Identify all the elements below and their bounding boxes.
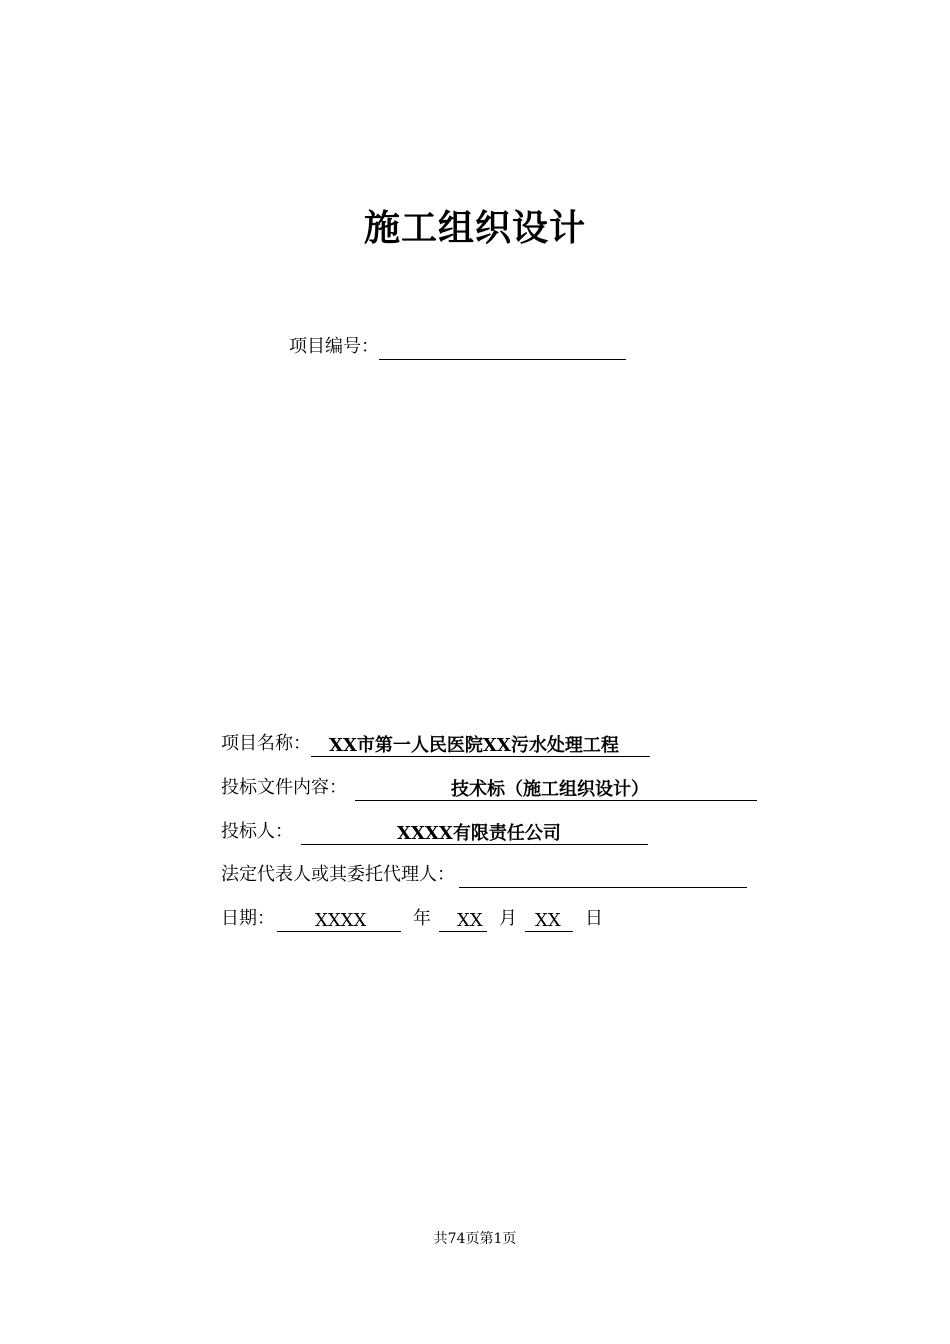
bid-content-field[interactable] [355,779,757,801]
project-no-field[interactable] [379,338,626,360]
date-month-unit: 月 [499,908,517,929]
project-no-label: 项目编号： [289,336,379,357]
date-day-unit: 日 [585,908,603,929]
date-row [221,906,611,932]
project-no-row [289,334,626,360]
bidder-label: 投标人： [221,821,293,842]
page-footer: 共74页第1页 [433,1231,517,1247]
project-name-label: 项目名称： [221,733,311,754]
project-name-field[interactable] [311,735,650,757]
project-name-value: XX市第一人民医院XX污水处理工程 [329,735,619,756]
project-name-row [221,731,650,757]
date-year-unit: 年 [413,908,431,929]
bid-content-value: 技术标（施工组织设计） [451,779,649,800]
bidder-value: XXXX有限责任公司 [397,823,561,844]
bid-content-row [221,775,757,801]
date-label: 日期： [221,908,275,929]
date-year-field[interactable] [277,910,401,932]
date-day-value: XX [535,910,561,931]
date-day-field[interactable] [525,910,573,932]
bid-content-label: 投标文件内容： [221,777,347,798]
bidder-field[interactable] [301,823,648,845]
date-month-value: XX [457,910,483,931]
document-title: 施工组织设计 [363,207,586,249]
date-year-value: XXXX [315,910,367,931]
date-month-field[interactable] [439,910,487,932]
legal-rep-field[interactable] [459,866,747,888]
legal-rep-label: 法定代表人或其委托代理人： [221,864,455,885]
legal-rep-row [221,862,747,888]
bidder-row [221,819,648,845]
